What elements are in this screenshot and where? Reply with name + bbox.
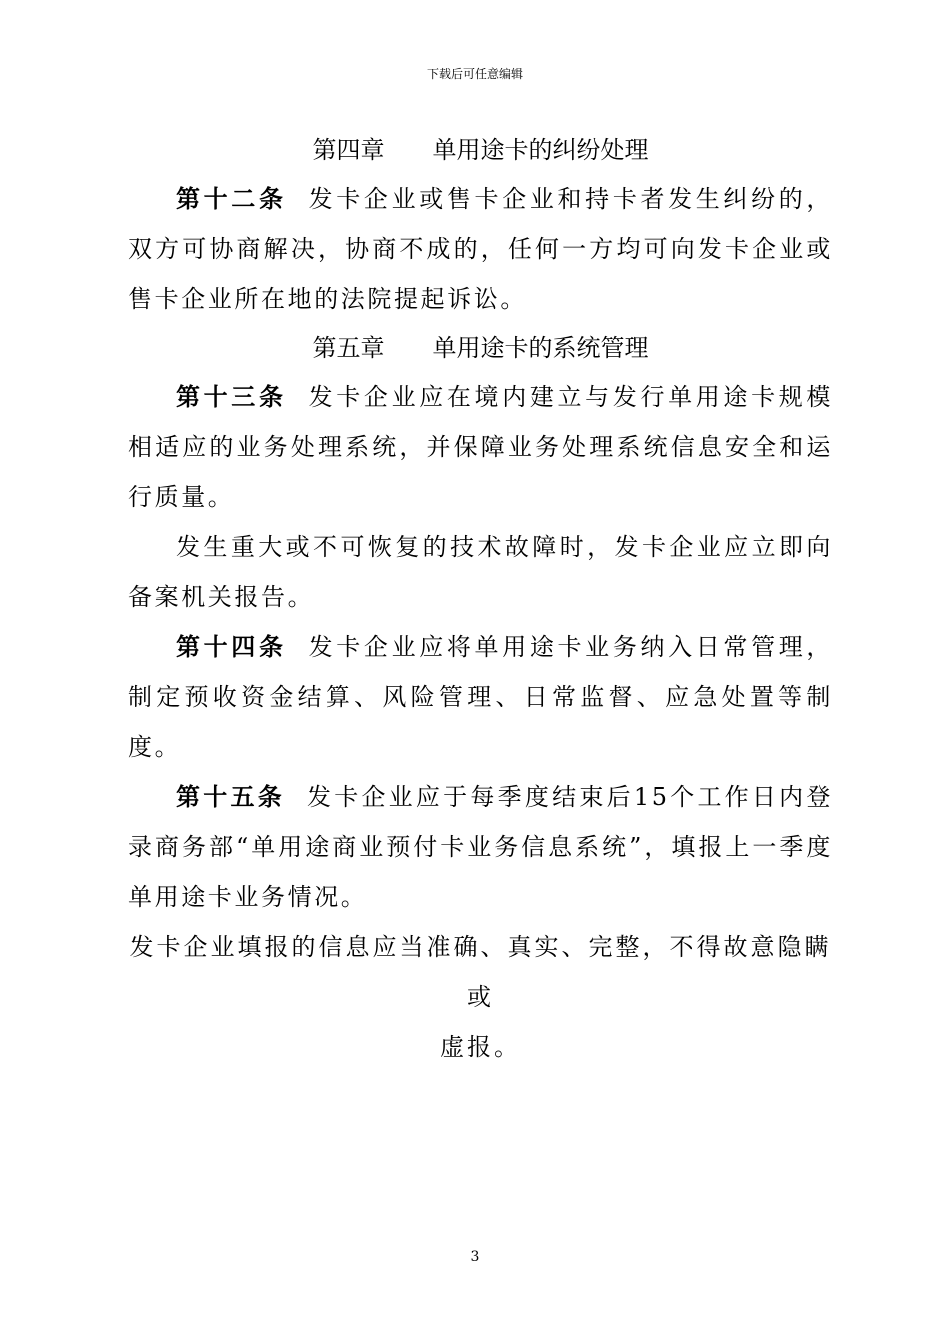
document-body xyxy=(128,126,833,1072)
article-text: 发卡企业应于每季度结束后15个工作日内登录商务部“单用途商业预付卡业务信息系统”，填报上一季度单用途卡业务情况。 xyxy=(128,783,833,911)
chapter-number: 第四章 xyxy=(312,136,385,164)
article-12 xyxy=(128,174,833,324)
article-15 xyxy=(128,772,833,922)
article-text: 发卡企业应将单用途卡业务纳入日常管理，制定预收资金结算、风险管理、日常监督、应急处置等制度。 xyxy=(128,633,833,761)
article-text: 发卡企业应在境内建立与发行单用途卡规模相适应的业务处理系统，并保障业务处理系统信息安全和运行质量。 xyxy=(128,383,833,511)
page-number: 3 xyxy=(470,1249,480,1265)
chapter-heading-4 xyxy=(128,126,833,174)
chapter-heading-5 xyxy=(128,324,833,372)
chapter-title: 单用途卡的系统管理 xyxy=(432,334,649,362)
article-label: 第十三条 xyxy=(176,383,287,411)
page-header: 下载后可任意编辑 xyxy=(426,67,523,81)
article-13 xyxy=(128,372,833,522)
article-label: 第十四条 xyxy=(176,633,287,661)
chapter-title: 单用途卡的纠纷处理 xyxy=(432,136,649,164)
article-15-paragraph-2-line-1: 发卡企业填报的信息应当准确、真实、完整，不得故意隐瞒或 xyxy=(129,933,832,1011)
chapter-number: 第五章 xyxy=(312,334,385,362)
article-15-paragraph-2-line-2: 虚报。 xyxy=(440,1033,521,1061)
article-label: 第十五条 xyxy=(176,783,285,811)
article-label: 第十二条 xyxy=(176,185,287,213)
article-13-paragraph-2: 发生重大或不可恢复的技术故障时，发卡企业应立即向备案机关报告。 xyxy=(128,533,833,611)
article-14 xyxy=(128,622,833,772)
article-text: 发卡企业或售卡企业和持卡者发生纠纷的，双方可协商解决，协商不成的，任何一方均可向发卡企业或售卡企业所在地的法院提起诉讼。 xyxy=(128,185,833,313)
